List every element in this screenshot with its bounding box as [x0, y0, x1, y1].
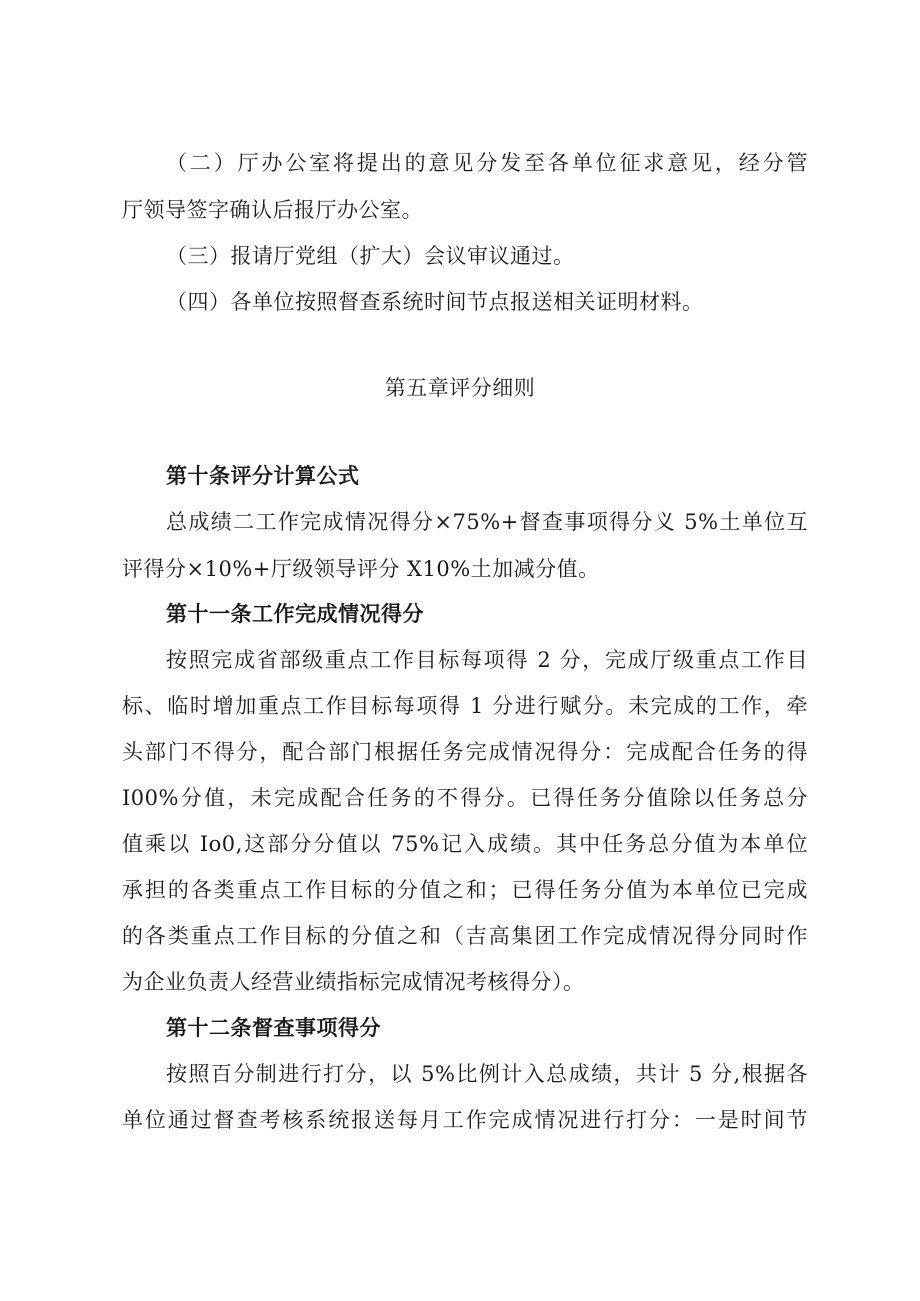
article-12-title: 第十二条督查事项得分 [166, 1015, 381, 1040]
paragraph-line: 的各类重点工作目标的分值之和（吉高集团工作完成情况得分同时作 [122, 924, 808, 948]
article-10-title: 第十条评分计算公式 [166, 463, 360, 488]
paragraph-line: 单位通过督查考核系统报送每月工作完成情况进行打分：一是时间节 [122, 1108, 808, 1132]
paragraph-line: 值乘以 Io0,这部分分值以 75%记入成绩。其中任务总分值为本单位 [122, 832, 808, 856]
paragraph-line: 标、临时增加重点工作目标每项得 1 分进行赋分。未完成的工作，牵 [122, 694, 808, 718]
article-11-title: 第十一条工作完成情况得分 [166, 601, 424, 626]
paragraph-line: 按照百分制进行打分，以 5%比例计入总成绩，共计 5 分,根据各 [166, 1062, 808, 1086]
paragraph-line: 头部门不得分，配合部门根据任务完成情况得分：完成配合任务的得 [122, 740, 808, 764]
paragraph-line: I00%分值，未完成配合任务的不得分。已得任务分值除以任务总分 [122, 786, 808, 810]
paragraph-line: 为企业负责人经营业绩指标完成情况考核得分）。 [122, 970, 585, 994]
paragraph-line: 厅领导签字确认后报厅办公室。 [122, 198, 423, 222]
paragraph-line: 承担的各类重点工作目标的分值之和；已得任务分值为本单位已完成 [122, 878, 808, 902]
paragraph-line: 评得分×10%+厅级领导评分 X10%土加减分值。 [122, 557, 600, 581]
chapter-title: 第五章评分细则 [384, 376, 536, 400]
paragraph-line: （二）厅办公室将提出的意见分发至各单位征求意见，经分管 [166, 151, 808, 175]
paragraph-line: （三）报请厅党组（扩大）会议审议通过。 [166, 244, 575, 268]
paragraph-line: 按照完成省部级重点工作目标每项得 2 分，完成厅级重点工作目 [166, 648, 808, 672]
paragraph-line: （四）各单位按照督查系统时间节点报送相关证明材料。 [166, 290, 704, 314]
paragraph-line: 总成绩二工作完成情况得分×75%+督查事项得分义 5%土单位互 [166, 510, 808, 534]
